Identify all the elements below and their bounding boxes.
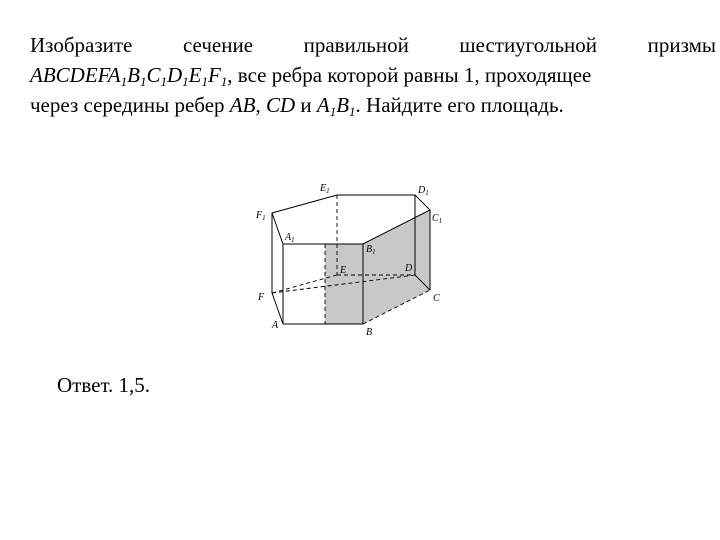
answer: Ответ. 1,5. bbox=[57, 373, 151, 397]
label-c1: $C_1$ bbox=[432, 213, 443, 225]
prism-name: $ABCDEFA_1B_1C_1D_1E_1F_1$ bbox=[30, 63, 228, 89]
label-f1: $F_1$ bbox=[256, 210, 266, 222]
label-e1: $E_1$ bbox=[320, 183, 330, 195]
label-d: D bbox=[405, 263, 413, 274]
label-f: F bbox=[258, 292, 265, 303]
label-d1: $D_1$ bbox=[418, 185, 429, 197]
problem-line-2-rest: , все ребра которой равны 1, проходящее bbox=[227, 63, 592, 87]
label-e: E bbox=[340, 265, 347, 276]
label-b: B bbox=[366, 327, 373, 338]
label-a: A bbox=[272, 320, 279, 331]
label-b1: $B_1$ bbox=[366, 244, 376, 256]
problem-line-3: через середины ребер AB, CD и $A_1B_1$. Найдите его площадь. bbox=[30, 93, 564, 119]
label-a1: $A_1$ bbox=[285, 232, 295, 244]
prism-figure bbox=[250, 178, 450, 338]
edge-a1b1: $A_1B_1$ bbox=[316, 93, 356, 119]
edge-cd: CD bbox=[265, 93, 296, 117]
problem-line-2 bbox=[30, 60, 716, 90]
edge-ab: AB bbox=[229, 93, 256, 117]
label-c: C bbox=[433, 293, 440, 304]
prism-diagram bbox=[250, 178, 450, 338]
problem-statement bbox=[30, 30, 716, 120]
problem-line-1: Изобразите сечение правильной шестиугольной призмы bbox=[30, 33, 716, 57]
